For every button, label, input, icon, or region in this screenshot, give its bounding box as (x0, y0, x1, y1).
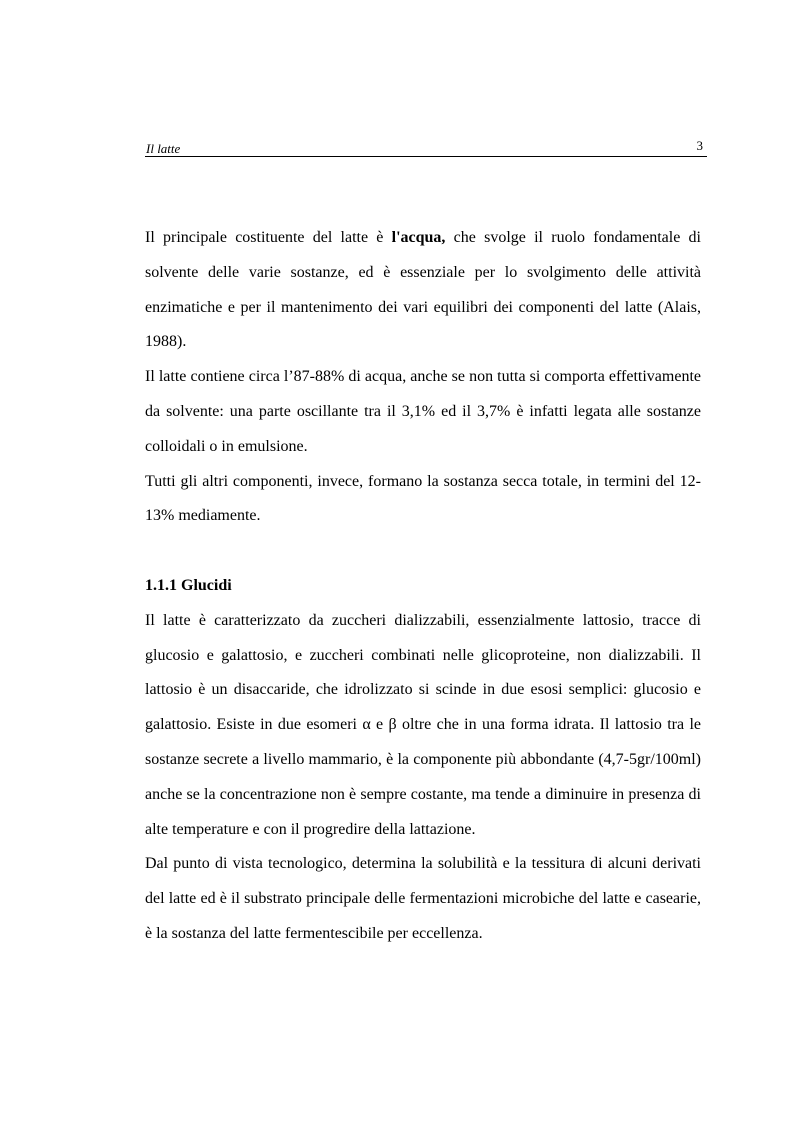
paragraph-lactose: Il latte è caratterizzato da zuccheri dializzabili, essenzialmente lattosio, tracce di glucosio e galattosio, e zuccheri combinati nelle glicoproteine, non dializzabili. Il lattosio è un disaccaride, che idrolizzato si scinde in due esosi semplici: glucosio e galattosio. Esiste in due esomeri α e β oltre che in una forma idrata. Il lattosio tra le sostanze secrete a livello mammario, è la componente più abbondante (4,7-5gr/100ml) anche se la concentrazione non è sempre costante, ma tende a diminuire in presenza di alte temperature e con il progredire della lattazione. (145, 611, 701, 838)
section-heading: 1.1.1 Glucidi (145, 577, 232, 594)
paragraph-water-content: Il latte contiene circa l’87-88% di acqua, anche se non tutta si comporta effettivamente da solvente: una parte oscillante tra il 3,1% ed il 3,7% è infatti legata alle sostanze colloidali o in emulsione. (145, 368, 701, 455)
paragraph-dry-matter: Tutti gli altri componenti, invece, formano la sostanza secca totale, in termini del 12-13% mediamente. (145, 472, 701, 525)
page-number: 3 (696, 138, 703, 153)
page-header (145, 138, 707, 157)
running-title: Il latte (146, 141, 181, 156)
paragraph-text: che svolge il ruolo fondamentale di solvente delle varie sostanze, ed è essenziale per lo svolgimento delle attività enzimatiche e per il mantenimento dei vari equilibri dei componenti del latte (Alais, 1988). (145, 229, 701, 351)
paragraph-water-role (145, 221, 701, 360)
glucidi-section (145, 569, 701, 952)
paragraph-text: Il principale costituente del latte è (145, 229, 392, 246)
bold-term-acqua: l'acqua, (391, 229, 446, 246)
paragraph-technology: Dal punto di vista tecnologico, determina la solubilità e la tessitura di alcuni derivati del latte ed è il substrato principale delle fermentazioni microbiche del latte e casearie, è la sostanza del latte fermentescibile per eccellenza. (145, 855, 701, 942)
intro-section (145, 221, 701, 534)
